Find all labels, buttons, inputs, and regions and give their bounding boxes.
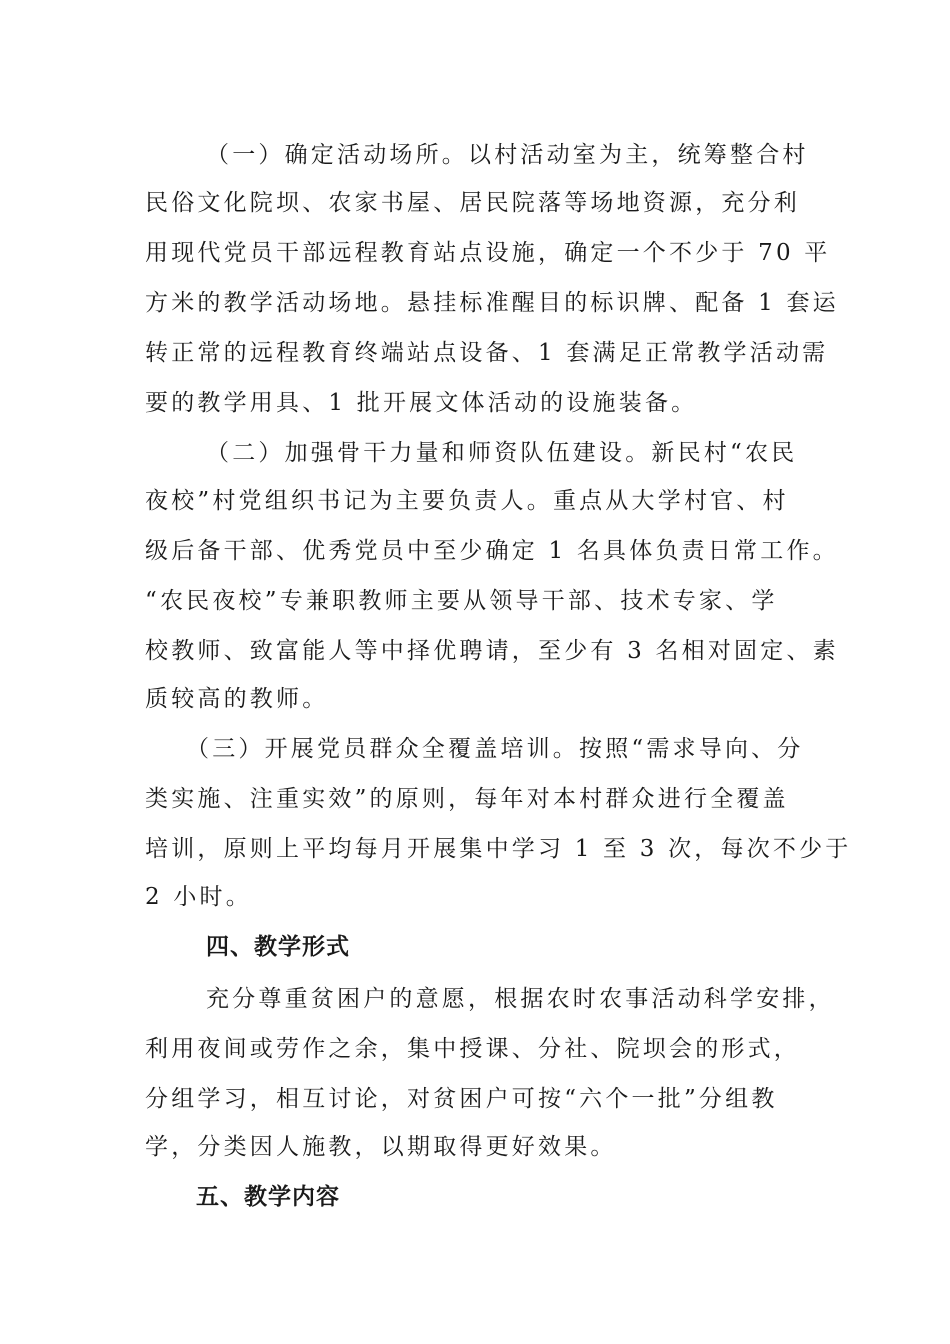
text-line: 分组学习，相互讨论，对贫困户可按“六个一批”分组教	[145, 1086, 778, 1112]
text-line: 转正常的远程教育终端站点设备、1 套满足正常教学活动需	[145, 340, 829, 366]
text-line: 要的教学用具、1 批开展文体活动的设施装备。	[145, 390, 698, 416]
text-line: （一）确定活动场所。以村活动室为主，统筹整合村	[206, 142, 809, 168]
text-line: 充分尊重贫困户的意愿，根据农时农事活动科学安排，	[206, 986, 835, 1012]
text-line: 方米的教学活动场地。悬挂标准醒目的标识牌、配备 1 套运	[145, 290, 839, 316]
text-line: （三）开展党员群众全覆盖培训。按照“需求导向、分	[186, 736, 804, 762]
text-line: 级后备干部、优秀党员中至少确定 1 名具体负责日常工作。	[145, 538, 839, 564]
text-line: 类实施、注重实效”的原则，每年对本村群众进行全覆盖	[145, 786, 789, 812]
text-line: 2 小时。	[145, 884, 252, 910]
text-line: 质较高的教师。	[145, 686, 329, 712]
text-line: 校教师、致富能人等中择优聘请，至少有 3 名相对固定、素	[145, 638, 839, 664]
text-line: 学，分类因人施教，以期取得更好效果。	[145, 1134, 617, 1160]
section-heading-teaching-content: 五、教学内容	[196, 1184, 340, 1210]
text-line: 民俗文化院坝、农家书屋、居民院落等场地资源，充分利	[145, 190, 800, 216]
text-line: 用现代党员干部远程教育站点设施，确定一个不少于 70 平	[145, 240, 831, 266]
text-line: 夜校”村党组织书记为主要负责人。重点从大学村官、村	[145, 488, 789, 514]
text-line: 利用夜间或劳作之余，集中授课、分社、院坝会的形式，	[145, 1036, 800, 1062]
text-line: “农民夜校”专兼职教师主要从领导干部、技术专家、学	[145, 588, 778, 614]
section-heading-teaching-form: 四、教学形式	[206, 934, 350, 960]
text-line: 培训，原则上平均每月开展集中学习 1 至 3 次，每次不少于	[145, 836, 852, 862]
text-line: （二）加强骨干力量和师资队伍建设。新民村“农民	[206, 440, 798, 466]
